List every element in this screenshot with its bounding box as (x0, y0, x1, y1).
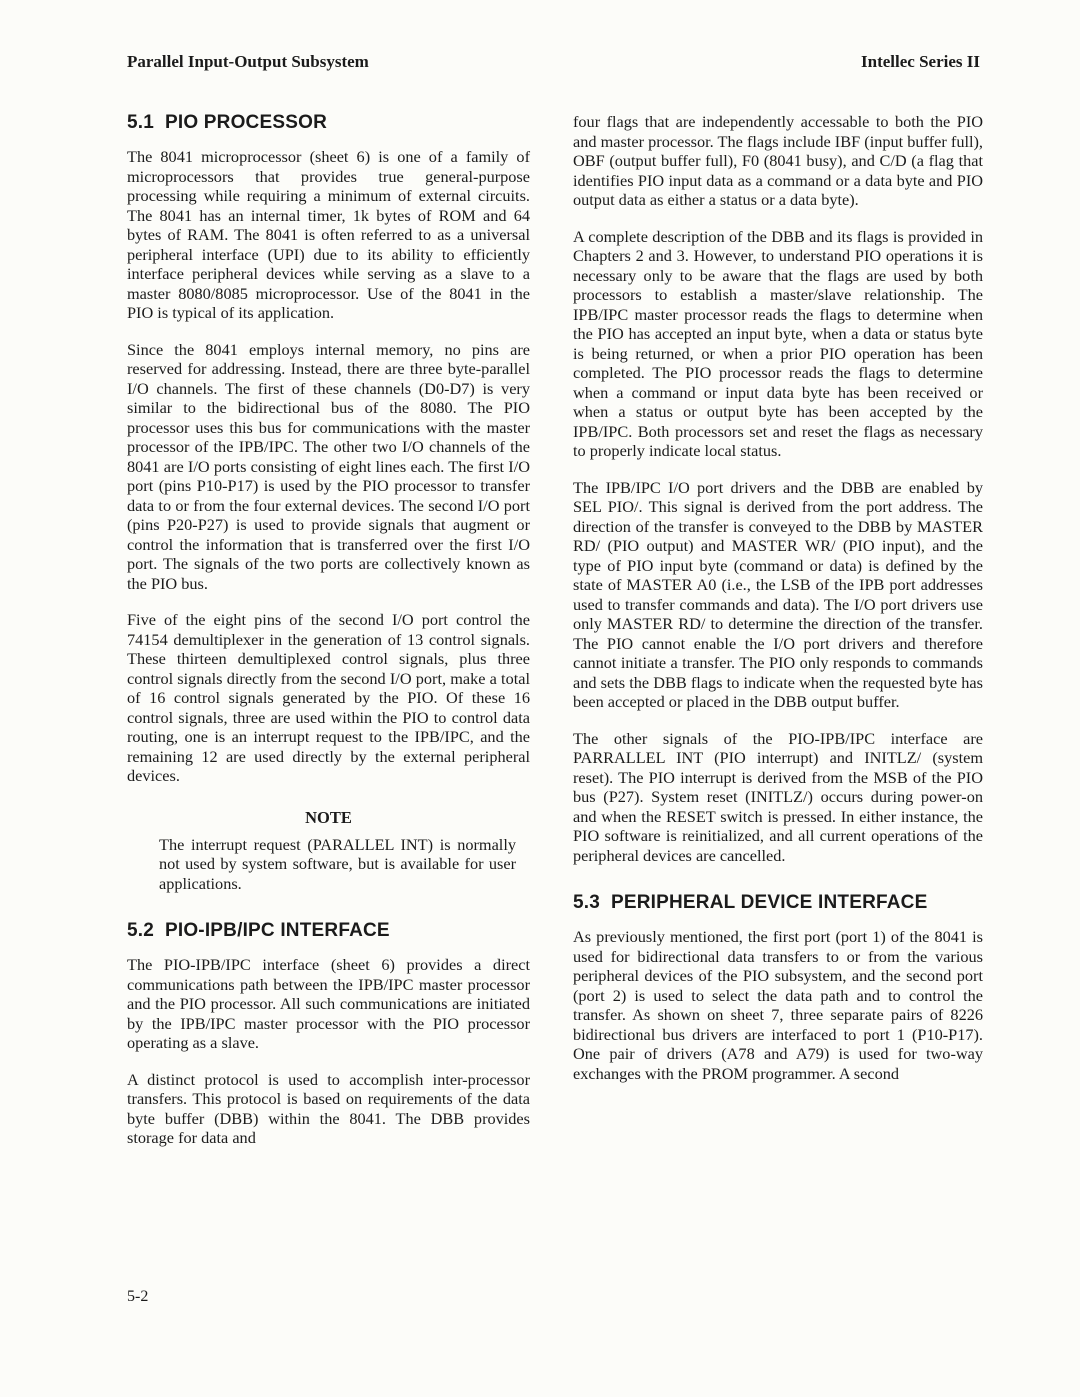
running-header-left: Parallel Input-Output Subsystem (127, 52, 369, 71)
paragraph: The IPB/IPC I/O port drivers and the DBB are enabled by SEL PIO/. This signal is derived from the port address. The direction of the transfer is conveyed to the DBB by MASTER RD/ (PIO output) and MASTER WR/ (PIO input), and the type of PIO input byte (command or data) is defined by the state of MASTER A0 (i.e., the LSB of the IPB port addresses used to transfer commands and data). The I/O port drivers use only MASTER RD/ to determine the direction of the transfer. The PIO cannot enable the I/O port drivers and therefore cannot initiate a transfer. The PIO only responds to commands and sets the DBB flags to indicate when the requested byte has been accepted or placed in the DBB output buffer. (573, 477, 983, 711)
section-heading-5-1: 5.1 PIO PROCESSOR (127, 112, 327, 133)
paragraph: The PIO-IPB/IPC interface (sheet 6) provides a direct communications path between the IPB/IPC master processor and the PIO processor. All such communications are initiated by the IPB/IPC master processor with the PIO processor operating as a slave. (127, 955, 530, 1052)
paragraph: A distinct protocol is used to accomplish inter-processor transfers. This protocol is based on requirements of the data byte buffer (DBB) within the 8041. The DBB provides storage for data and (127, 1069, 530, 1147)
left-column (127, 112, 530, 1165)
paragraph: As previously mentioned, the first port (port 1) of the 8041 is used for bidirectional data transfers to or from the various peripheral devices of the PIO subsystem, and the second port (port 2) is used to select the data path and to control the transfer. As shown on sheet 7, three separate pairs of 8226 bidirectional bus drivers are interfaced to port 1 (P10-P17). One pair of drivers (A78 and A79) is used for two-way exchanges with the PROM programmer. A second (573, 927, 983, 1083)
paragraph: The 8041 microprocessor (sheet 6) is one of a family of microprocessors that provides true general-purpose processing while requiring a minimum of external circuits. The 8041 has an internal timer, 1k bytes of ROM and 64 bytes of RAM. The 8041 is often referred to as a universal peripheral interface (UPI) due to its ability to efficiently interface peripheral devices while serving as a slave to a master 8080/8085 microprocessor. Use of the 8041 in the PIO is typical of its application. (127, 147, 530, 322)
page-number: 5-2 (127, 1288, 149, 1305)
page-header (127, 52, 980, 72)
paragraph: Since the 8041 employs internal memory, no pins are reserved for addressing. Instead, there are three byte-parallel I/O channels. The first of these channels (D0-D7) is very similar to the bidirectional bus of the 8080. The PIO processor uses this bus for communications with the master processor of the IPB/IPC. The other two I/O channels of the 8041 are I/O ports consisting of eight lines each. The first I/O port (pins P10-P17) is used by the PIO processor to transfer data to or from the four external devices. The second I/O port (pins P20-P27) is used to provide signals that augment or control the information that is transferred over the first I/O port. The signals of the two ports are collectively known as the PIO bus. (127, 339, 530, 593)
paragraph: A complete description of the DBB and its flags is provided in Chapters 2 and 3. However, to understand PIO operations it is necessary only to be aware that the flags are used by both processors to establish a master/slave relationship. The IPB/IPC master processor reads the flags to determine when the PIO has accepted an input byte, when a data or status byte is being returned, or when a prior PIO operation has been completed. The PIO processor reads the flags to determine when a command or input data byte has been received or when a status or output byte has been accepted by the IPB/IPC. Both processors set and reset the flags as necessary to properly indicate local status. (573, 226, 983, 460)
section-heading-5-2: 5.2 PIO-IPB/IPC INTERFACE (127, 920, 390, 941)
section-heading-5-3: 5.3 PERIPHERAL DEVICE INTERFACE (573, 892, 928, 913)
two-column-layout (127, 112, 983, 1165)
running-header-right: Intellec Series II (861, 52, 980, 71)
paragraph: four flags that are independently accessable to both the PIO and master processor. The flags include IBF (input buffer full), OBF (output buffer full), F0 (8041 busy), and C/D (a flag that identifies PIO input data as a command or a data byte and PIO output data as either a status or a data byte). (573, 112, 983, 209)
paragraph: Five of the eight pins of the second I/O port control the 74154 demultiplexer in the generation of 13 control signals. These thirteen demultiplexed control signals, plus three control signals directly from the second I/O port, make a total of 16 control signals generated by the PIO. Of these 16 control signals, three are used within the PIO to control data routing, one is an interrupt request to the IPB/IPC, and the remaining 12 are used directly by the external peripheral devices. (127, 610, 530, 785)
note-heading: NOTE (305, 807, 352, 827)
note-block (127, 808, 530, 894)
paragraph: The other signals of the PIO-IPB/IPC interface are PARRALLEL INT (PIO interrupt) and INITLZ/ (system reset). The PIO interrupt is derived from the MSB of the PIO bus (P27). System reset (INITLZ/) occurs during power-on and when the RESET switch is pressed. In either instance, the PIO software is reinitialized, and all current operations of the peripheral devices are cancelled. (573, 728, 983, 865)
page-footer (127, 1288, 148, 1306)
note-body: The interrupt request (PARALLEL INT) is normally not used by system software, but is available for user applications. (159, 834, 516, 893)
right-column (573, 112, 983, 1165)
